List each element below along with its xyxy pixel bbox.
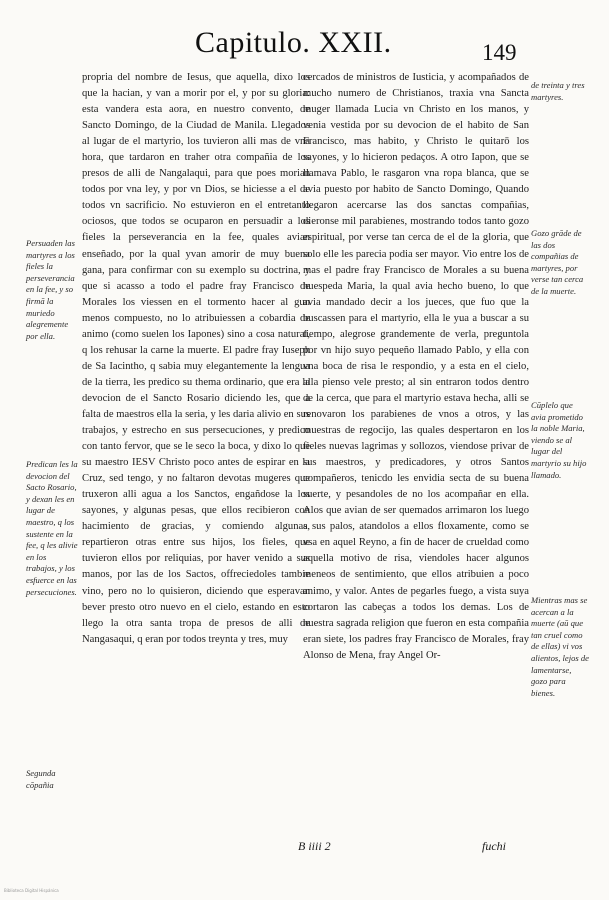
scan-credit: Biblioteca Digital Hispánica	[4, 888, 59, 893]
page-number: 149	[482, 40, 517, 65]
margin-note-left-2: Predican les la devocion del Sacto Rosario, y dexan les en lugar de maestro, q los sustente en la fee, q les alivie en los trabajos, y los esfuerce en las persecuciones.	[26, 459, 78, 597]
page-footer	[0, 837, 609, 867]
text-column-right	[303, 70, 529, 664]
body-paragraph-right: cercados de ministros de Iusticia, y acompañados de mucho numero de Christianos, traxia vna Sancta muger llamada Lucia vn Christo en los manos, y venia vestida por su devocion de el habito de San Francisco, mas habito, y Christo le quitarō los sayones, y lo hicieron pedaços. A otro Iapon, que se llamava Pablo, le rasgaron vna ropa blanca, que se avia puesto por habito de Sancto Domingo, Quando llegaron acercarse las dos sanctas compañias, dieronse mil parabienes, mostrando todos tanto gozo espiritual, por verse tan cerca de el de la gloria, que solo elle les parecia podia ser mayor. Vio entre los de mas el padre fray Francisco de Morales a su buena huespeda Maria, la qual avia hecho bueno, lo que avia mandado decir a los jueces, que fuo que la buscassen para el martyrio, ella le yua a buscar a su tiempo, alegrose grandemente de verla, preguntola por vn hijo suyo pequeño llamado Pablo, y ella con vna boca de risa le respondio, y a esta en el cielo, alla pienso vele presto; al sin entraron todos dentro de la cerca, que para el martyrio estava hecha, alli se renovaron los parabienes de vnos a otros, y las muestras de regocijo, las quales despertaron en los fieles nuevas lagrimas y sollozos, viendose privar de sus maestros, y predicadores, y otros Santos compañeros, tenicdo les envidia secta de su buena suerte, y pesandoles de no los acompañar en ella. Alos que avian de ser quemados arrimaron los luego a sus palos, atandolos a ellos floxamente, como se vsa en aquel Reyno, a fin de hacer de crueldad como aquella motivo de risa, viendoles hacer algunos meneos de sentimiento, que ellos atribuien a poco animo, y valor. Antes de pegarles fuego, a vista suya cortaron las cabeças a todos los demas. Los de nuestra sagrada religion que fueron en esta compañia eran siete, los padres fray Francisco de Morales, fray Alonso de Mena, fray Angel Or-	[303, 72, 529, 661]
margin-note-right-2: Gozo grāde de las dos compañias de martyres, por verse tan cerca de la muerte.	[531, 228, 584, 296]
margin-note-right-3: Cūplelo que avia prometido la noble Maria, viendo se al lugar del martyrio su hijo llamado.	[531, 400, 587, 480]
signature-mark: B iiii 2	[298, 839, 331, 853]
margin-note-left-1: Persuaden las martyres a los fieles la perseverancia en la fee, y so firmā la muriedo alegremente por ella.	[26, 238, 75, 341]
margin-note-right-1: de treinta y tres martyres.	[531, 80, 585, 102]
margin-note-right-4: Mientras mas se acercan a la muerte (aū que tan cruel como de ellas) vi vos alientos, lejos de lamentarse, gozo para bienes.	[531, 595, 589, 698]
catchword: fuchi	[482, 839, 506, 853]
chapter-title: Capitulo. XXII.	[195, 26, 392, 59]
body-paragraph-left: propria del nombre de Iesus, que aquella, dixo los que la hacian, y van a morir por el, y por su gloria: esta vandera esta aora, en nuestro convento, de Sancto Domingo, de la Ciudad de Manila. Llegados al lugar de el martyrio, los tuvieron alli mas de vna hora, que tardaron en traher otra compañia de los presos de alli de Nangalaqui, para que poes morian todos por vna ley, y por vn Dios, se hiciesse a el de todos vn sacrificio. No estuvieron en el entretanto ociosos, que todos se ocuparon en persuadir a los fieles la perseverancia en la fee, quales avian enseñado, por la qual yvan amorir de muy buena gana, para confirmar con su exemplo su doctrina, y que si acasso a todo el padre fray Francisco de Morales los viessen en el tormento hacer al gun menos compuesto, no lo atribuiessen a cobardia de animo (como suelen los Iapones) sino a cosa natural, q los rehusar la carne la muerte. El padre fray Iuseph de Sa Iacintho, q sabia muy elegantemente la lengua de la tierra, les predico su thema ordinario, que era la devocion de el Sancto Rosario diciendo les, que a falta de maestros ella la seria, y les daria alivio en sus trabajos, y estrecho en sus persecuciones, y predico con tanto fervor, que se le seco la boca, y dixo lo que su maestro IESV Christo poco antes de espirar en la Cruz, sed tengo, y no faltaron devotas mugeres que truxeron alli agua a los Sanctos, engañdose la los sayones, y algunas pesas, que ellos recibieron con hacimiento de gracias, y comiendo algunas, repartieron otras entre sus hijos, los fieles, que tuvieron ellos por reliquias, por haver venido a sus manos, por las de los Sactos, offreciedoles tambie vino, pero no lo quisieron, diciendo que esperavan bever presto otro nuevo en el cielo, estando en esto llego la otra santa tropa de presos de alli de Nangasaqui, q eran por todos treynta y tres, muy	[82, 72, 310, 645]
margin-note-left-3: Segunda cōpañia	[26, 768, 56, 790]
text-column-left	[82, 70, 310, 648]
running-header	[0, 26, 609, 70]
